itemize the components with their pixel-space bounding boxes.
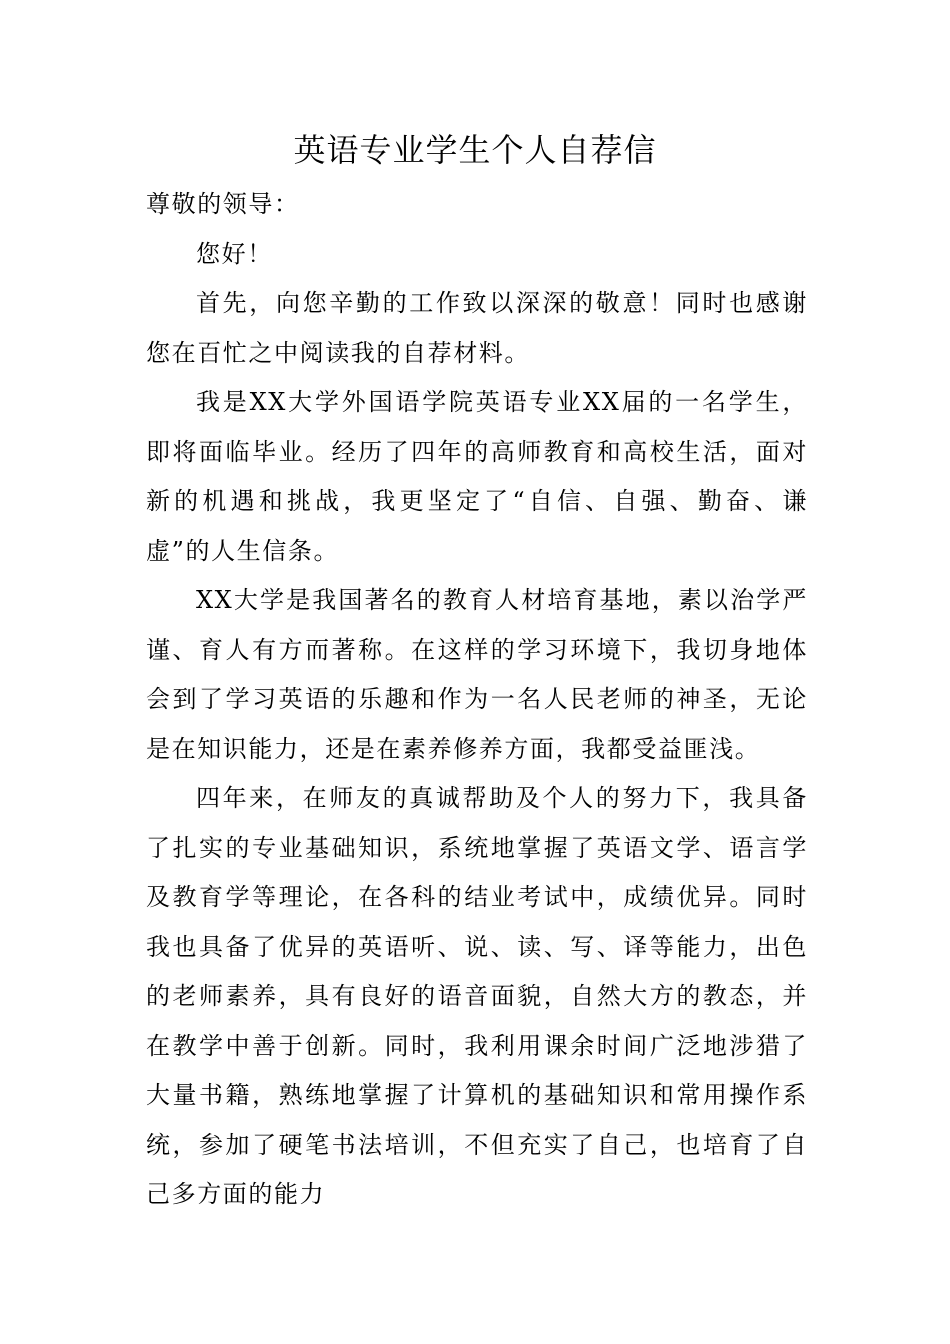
greeting: 您好！ [196, 239, 273, 268]
letter-body [146, 180, 808, 1220]
salutation: 尊敬的领导： [146, 190, 300, 218]
paragraph-2: 我是XX大学外国语学院英语专业XX届的一名学生，即将面临毕业。经历了四年的高师教育和高校生活，面对新的机遇和挑战，我更坚定了“自信、自强、勤奋、谦虚”的人生信条。 [146, 388, 808, 565]
paragraph-4: 四年来，在师友的真诚帮助及个人的努力下，我具备了扎实的专业基础知识，系统地掌握了英语文学、语言学及教育学等理论，在各科的结业考试中，成绩优异。同时我也具备了优异的英语听、说、读、写、译等能力，出色的老师素养，具有良好的语音面貌，自然大方的教态，并在教学中善于创新。同时，我利用课余时间广泛地涉猎了大量书籍，熟练地掌握了计算机的基础知识和常用操作系统，参加了硬笔书法培训，不但充实了自己，也培育了自己多方面的能力 [146, 784, 808, 1208]
paragraph-1: 首先，向您辛勤的工作致以深深的敬意！同时也感谢您在百忙之中阅读我的自荐材料。 [146, 289, 808, 367]
document-title: 英语专业学生个人自荐信 [293, 131, 657, 169]
paragraph-3: XX大学是我国著名的教育人材培育基地，素以治学严谨、育人有方而著称。在这样的学习环境下，我切身地体会到了学习英语的乐趣和作为一名人民老师的神圣，无论是在知识能力，还是在素养修养方面，我都受益匪浅。 [146, 586, 808, 763]
